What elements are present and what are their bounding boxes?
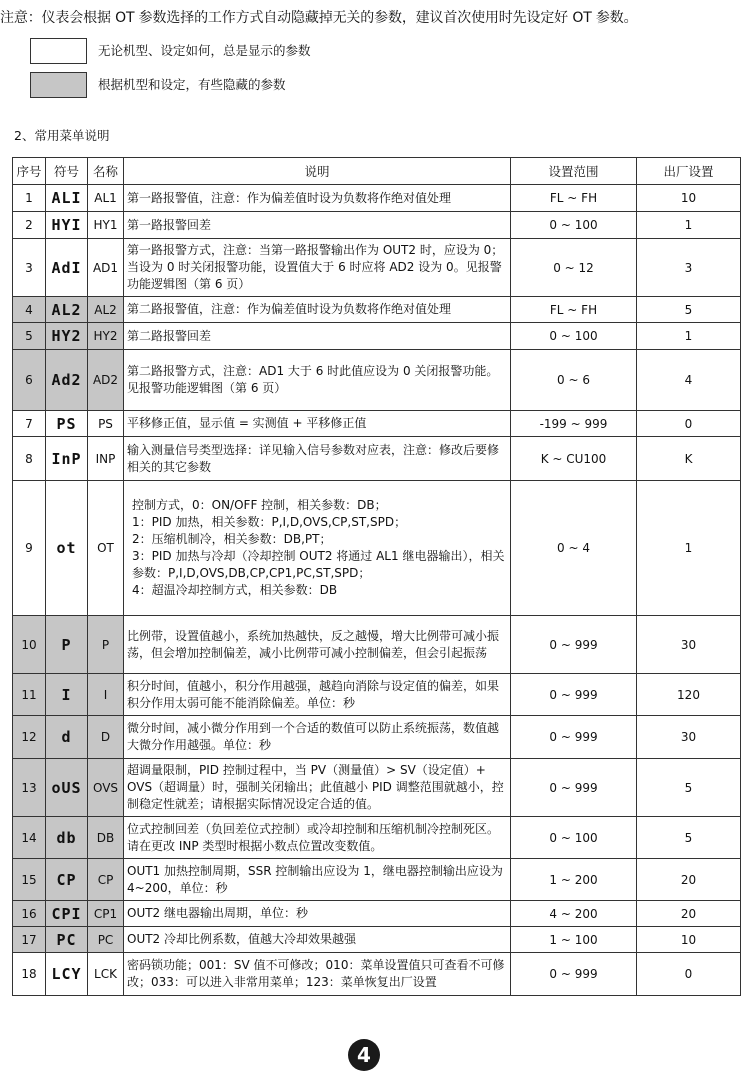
legend-gray-swatch [30, 72, 87, 98]
row-default: 10 [637, 927, 741, 953]
row-description: 超调量限制，PID 控制过程中，当 PV（测量值）> SV（设定值）+ OVS（超调量）时，强制关闭输出；此值越小 PID 调整范围就越小，控制稳定性就差；请根据实际情况设定合适的值。 [124, 759, 511, 817]
row-description: OUT2 冷却比例系数，值越大冷却效果越强 [124, 927, 511, 953]
row-symbol: InP [46, 437, 88, 481]
row-number: 8 [13, 437, 46, 481]
table-row [13, 212, 741, 239]
row-default: 1 [637, 323, 741, 350]
row-number: 4 [13, 297, 46, 323]
section-title: 2、常用菜单说明 [14, 128, 110, 143]
row-description: 第一路报警回差 [124, 212, 511, 239]
row-number: 1 [13, 185, 46, 212]
row-name: OT [88, 481, 124, 616]
table-row [13, 953, 741, 996]
row-default: 10 [637, 185, 741, 212]
usage-note: 注意：仪表会根据 OT 参数选择的工作方式自动隐藏掉无关的参数，建议首次使用时先设定好 OT 参数。 [0, 10, 638, 26]
row-symbol: oUS [46, 759, 88, 817]
row-description: 第一路报警值，注意：作为偏差值时设为负数将作绝对值处理 [124, 185, 511, 212]
row-symbol: ALI [46, 185, 88, 212]
table-row [13, 927, 741, 953]
row-range: 0 ~ 100 [511, 212, 637, 239]
row-name: OVS [88, 759, 124, 817]
row-symbol: d [46, 716, 88, 759]
row-range: -199 ~ 999 [511, 411, 637, 437]
row-description: 平移修正值，显示值 = 实测值 + 平移修正值 [124, 411, 511, 437]
row-name: AD2 [88, 350, 124, 411]
table-row [13, 859, 741, 901]
table-header-row [13, 158, 741, 185]
row-description: 密码锁功能；001：SV 值不可修改；010：菜单设置值只可查看不可修改；033：可以进入非常用菜单；123：菜单恢复出厂设置 [124, 953, 511, 996]
header-range: 设置范围 [511, 158, 637, 185]
row-name: INP [88, 437, 124, 481]
row-name: CP [88, 859, 124, 901]
row-description: 比例带，设置值越小，系统加热越快，反之越慢，增大比例带可减小振荡，但会增加控制偏差，减小比例带可减小控制偏差，但会引起振荡 [124, 616, 511, 674]
page-number-badge: 4 [348, 1039, 380, 1071]
row-description: 位式控制回差（负回差位式控制）或冷却控制和压缩机制冷控制死区。请在更改 INP 类型时根据小数点位置改变数值。 [124, 817, 511, 859]
row-symbol: AL2 [46, 297, 88, 323]
row-number: 9 [13, 481, 46, 616]
row-number: 14 [13, 817, 46, 859]
row-symbol: CP [46, 859, 88, 901]
table-row [13, 759, 741, 817]
table-row [13, 481, 741, 616]
row-description: 积分时间，值越小，积分作用越强，越趋向消除与设定值的偏差，如果积分作用太弱可能不能消除偏差。单位：秒 [124, 674, 511, 716]
row-symbol: P [46, 616, 88, 674]
row-range: 1 ~ 200 [511, 859, 637, 901]
row-symbol: CPI [46, 901, 88, 927]
row-symbol: db [46, 817, 88, 859]
row-range: 0 ~ 100 [511, 817, 637, 859]
row-description: 输入测量信号类型选择：详见输入信号参数对应表，注意：修改后要修相关的其它参数 [124, 437, 511, 481]
table-row [13, 674, 741, 716]
row-description: OUT2 继电器输出周期，单位：秒 [124, 901, 511, 927]
row-number: 2 [13, 212, 46, 239]
table-row [13, 350, 741, 411]
row-number: 6 [13, 350, 46, 411]
row-symbol: LCY [46, 953, 88, 996]
row-description: 第二路报警值，注意：作为偏差值时设为负数将作绝对值处理 [124, 297, 511, 323]
row-range: K ~ CU100 [511, 437, 637, 481]
table-row [13, 817, 741, 859]
row-number: 13 [13, 759, 46, 817]
row-range: 0 ~ 999 [511, 759, 637, 817]
row-default: K [637, 437, 741, 481]
header-default: 出厂设置 [637, 158, 741, 185]
table-row [13, 716, 741, 759]
row-name: PC [88, 927, 124, 953]
row-number: 5 [13, 323, 46, 350]
row-number: 18 [13, 953, 46, 996]
row-default: 5 [637, 297, 741, 323]
header-no: 序号 [13, 158, 46, 185]
row-description: 微分时间，减小微分作用到一个合适的数值可以防止系统振荡，数值越大微分作用越强。单位：秒 [124, 716, 511, 759]
row-name: AD1 [88, 239, 124, 297]
row-number: 3 [13, 239, 46, 297]
row-number: 15 [13, 859, 46, 901]
row-range: 0 ~ 999 [511, 616, 637, 674]
row-name: PS [88, 411, 124, 437]
legend-white-swatch [30, 38, 87, 64]
row-symbol: PC [46, 927, 88, 953]
header-description: 说明 [124, 158, 511, 185]
table-row [13, 323, 741, 350]
row-range: FL ~ FH [511, 297, 637, 323]
table-row [13, 411, 741, 437]
row-symbol: HYI [46, 212, 88, 239]
row-default: 5 [637, 759, 741, 817]
row-range: 0 ~ 12 [511, 239, 637, 297]
row-name: HY2 [88, 323, 124, 350]
legend-conditionally-hidden-text: 根据机型和设定，有些隐藏的参数 [98, 77, 286, 92]
row-range: 0 ~ 4 [511, 481, 637, 616]
row-name: D [88, 716, 124, 759]
table-row [13, 185, 741, 212]
row-number: 7 [13, 411, 46, 437]
row-name: AL1 [88, 185, 124, 212]
row-description: 第二路报警回差 [124, 323, 511, 350]
row-range: 1 ~ 100 [511, 927, 637, 953]
legend-always-shown [30, 38, 730, 68]
row-description: 控制方式，0：ON/OFF 控制，相关参数：DB； 1：PID 加热，相关参数：P,I,D,OVS,CP,ST,SPD； 2：压缩机制冷，相关参数：DB,PT； 3：PID 加热与冷却（冷却控制 OUT2 将通过 AL1 继电器输出），相关参数：P,I,D,OVS,DB,CP,CP1,PC,ST,SPD； 4：超温冷却控制方式，相关参数：DB [124, 481, 511, 616]
row-symbol: Ad2 [46, 350, 88, 411]
row-number: 10 [13, 616, 46, 674]
table-row [13, 297, 741, 323]
row-name: DB [88, 817, 124, 859]
row-number: 16 [13, 901, 46, 927]
row-description: 第一路报警方式，注意：当第一路报警输出作为 OUT2 时，应设为 0；当设为 0 时关闭报警功能，设置值大于 6 时应将 AD2 设为 0。见报警功能逻辑图（第 6 页） [124, 239, 511, 297]
table-row [13, 239, 741, 297]
row-name: CP1 [88, 901, 124, 927]
row-description: 第二路报警方式，注意：AD1 大于 6 时此值应设为 0 关闭报警功能。见报警功能逻辑图（第 6 页） [124, 350, 511, 411]
row-range: 0 ~ 6 [511, 350, 637, 411]
row-default: 20 [637, 901, 741, 927]
row-default: 120 [637, 674, 741, 716]
row-number: 17 [13, 927, 46, 953]
row-default: 4 [637, 350, 741, 411]
row-range: 0 ~ 999 [511, 953, 637, 996]
row-symbol: AdI [46, 239, 88, 297]
menu-table [12, 157, 741, 996]
row-default: 20 [637, 859, 741, 901]
row-default: 1 [637, 212, 741, 239]
row-name: HY1 [88, 212, 124, 239]
row-default: 3 [637, 239, 741, 297]
legend-always-shown-text: 无论机型、设定如何，总是显示的参数 [98, 43, 311, 58]
legend-conditionally-hidden [30, 72, 730, 102]
table-row [13, 437, 741, 481]
row-default: 0 [637, 953, 741, 996]
table-row [13, 901, 741, 927]
table-row [13, 616, 741, 674]
row-description: OUT1 加热控制周期，SSR 控制输出应设为 1，继电器控制输出应设为 4~200，单位：秒 [124, 859, 511, 901]
row-symbol: PS [46, 411, 88, 437]
row-name: I [88, 674, 124, 716]
row-range: 0 ~ 999 [511, 716, 637, 759]
row-default: 1 [637, 481, 741, 616]
header-name: 名称 [88, 158, 124, 185]
row-number: 11 [13, 674, 46, 716]
row-default: 30 [637, 616, 741, 674]
header-symbol: 符号 [46, 158, 88, 185]
row-symbol: HY2 [46, 323, 88, 350]
row-range: 0 ~ 999 [511, 674, 637, 716]
row-range: 4 ~ 200 [511, 901, 637, 927]
row-name: P [88, 616, 124, 674]
row-symbol: I [46, 674, 88, 716]
row-name: LCK [88, 953, 124, 996]
row-symbol: ot [46, 481, 88, 616]
row-default: 5 [637, 817, 741, 859]
row-range: FL ~ FH [511, 185, 637, 212]
row-default: 0 [637, 411, 741, 437]
row-number: 12 [13, 716, 46, 759]
row-range: 0 ~ 100 [511, 323, 637, 350]
row-default: 30 [637, 716, 741, 759]
row-name: AL2 [88, 297, 124, 323]
